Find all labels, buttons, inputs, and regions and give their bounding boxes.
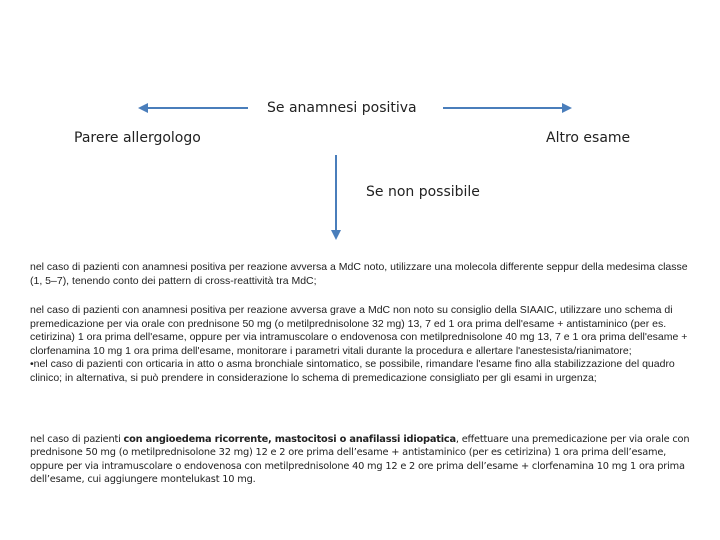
left-label: Parere allergologo	[74, 130, 201, 146]
paragraph-unknown-contrast	[30, 304, 690, 386]
paragraph-bullet-text: •nel caso di pazienti con orticaria in atto o asma bronchiale sintomatico, se possibile, rimandare l'esame fino alla stabilizzazione del quadro clinico; in alternativa, si può prendere in considerazione lo schema di premedicazione consigliato per gli esami in urgenza;	[30, 358, 675, 384]
paragraph-text: nel caso di pazienti con anamnesi positiva per reazione avversa grave a MdC non noto su consiglio della SIAAIC, utilizzare uno schema di premedicazione per via orale con prednisone 50 mg (o metilprednisolone 32 mg) 13, 7 ed 1 ora prima dell'esame + antistaminico (per es. cetirizina) 1 ora prima dell'esame, oppure per via intramuscolare o endovenosa con metilprednisolone 40 mg 13, 7 e 1 ora prima dell'esame + clorfenamina 10 mg 1 ora prima dell'esame, monitorare i parametri vitali durante la procedura e allertare l'anestesista/rianimatore;	[30, 304, 688, 357]
paragraph-known-contrast	[30, 261, 690, 288]
paragraph-text-pre: nel caso di pazienti	[30, 434, 124, 445]
top-label: Se anamnesi positiva	[267, 100, 417, 116]
middle-label: Se non possibile	[366, 184, 480, 200]
paragraph-text: nel caso di pazienti con anamnesi positiva per reazione avversa a MdC noto, utilizzare una molecola differente seppur della medesima classe (1, 5–7), tenendo conto dei pattern di cross-reattività tra MdC;	[30, 261, 688, 287]
right-label: Altro esame	[546, 130, 631, 146]
paragraph-text-bold: con angioedema ricorrente, mastocitosi o anafilassi idiopatica	[123, 434, 456, 445]
paragraph-text-post: , effettuare una premedicazione per via orale con prednisone 50 mg (o metilprednisolone 32 mg) 12 e 2 ore prima dell’esame + antistaminico (per es cetirizina) 1 ora prima dell’esame, oppure per via intramuscolare o endovenosa con metilprednisolone 40 mg 12 e 2 ore prima dell’esame + clorfenamina 10 mg 1 ora prima dell’esame, cui aggiungere montelukast 10 mg.	[30, 434, 690, 486]
paragraph-angioedema	[30, 433, 690, 487]
